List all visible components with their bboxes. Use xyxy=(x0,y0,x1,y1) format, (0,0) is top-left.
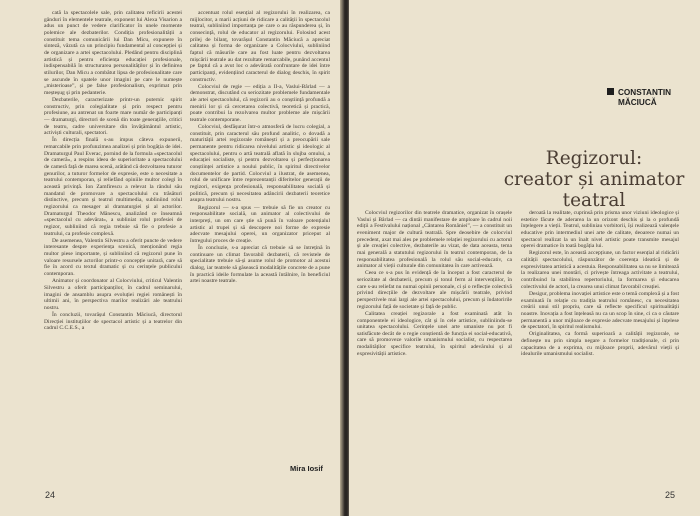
title-line-2: creator și animator teatral xyxy=(503,169,685,211)
right-page xyxy=(349,0,700,516)
paragraph: Calitatea creației regizorale a fost examinată atât în componentele ei ideologice, cât și în cele artistice, subliniindu-se unitatea spectacolului. Cerințele unei arte umaniste nu pot fi satisfăcute decât de o regie conștientă de funcția ei social-educativă, care să promoveze valorile umanismului socialist, cu respectarea modalităților specifice teatrului, în spiritul adevărului și al expresivității artistice. xyxy=(357,310,512,357)
paragraph: Regizorul — s-a spus — trebuie să fie un creator cu responsabilitate socială, un animator al colectivului de interpreți, un om care știe să pună în valoare potențialul artistic al trupei și să descopere noi forme de expresie adecvate mesajului operei, un organizator priceput al întregului proces de creație. xyxy=(190,204,330,244)
page-number: 24 xyxy=(45,490,56,500)
paragraph: Originalitatea, ca formă superioară a calității regizorale, se definește nu prin simpla negare a formelor tradiționale, ci prin capacitatea de a exprima, cu mijloace proprii, adevărul vieții și idealurile umanismului socialist. xyxy=(521,331,679,358)
paragraph: Desigur, problema inovației artistice este o temă complexă și a fost examinată în relație cu tradiția teatrului românesc, cu necesitatea creării unui stil propriu, care să reflecte specificul spiritualității noastre. Inovația a fost înțeleasă nu ca un scop în sine, ci ca o căutare permanentă a unor mijloace de expresie adecvate mesajului și înțelese de spectatori, în spiritul realismului. xyxy=(521,290,679,331)
paragraph: În concluzii, tovarășul Constantin Măciucă, directorul Direcției instituțiilor de spectacol artistic și a teatrelor din cadrul C.C.E.S., a xyxy=(44,312,182,332)
author-first-name: CONSTANTIN xyxy=(618,88,672,97)
paragraph: Ceea ce s-a pus în evidență de la început a fost caracterul de seriozitate al dezbaterii, precum și tonul ferm al intervențiilor, în care s-au reliefat nu numai opinii personale, ci și o reflecție colectivă privind direcțiile de dezvoltare ale mișcării teatrale, privind perspectivele mai largi ale artei spectacolului, precum și îndatoririle regizorului față de societate și față de public. xyxy=(357,270,512,310)
square-bullet-icon xyxy=(607,88,614,95)
author-last-name: MĂCIUCĂ xyxy=(618,98,657,107)
paragraph: Colocviul, desfășurat într-o atmosferă de lucru colegial, a constituit, prin caracterul său profund analitic, o dovadă a maturității artei regizorale românești și a preocupării sale permanente pentru ridicarea nivelului artistic și ideologic al spectacolului, pentru o artă teatrală aflată în slujba omului, a educației socialiste, și pentru dezvoltarea și perfecționarea conștiinței artistice a noului public, în spiritul directivelor documentelor de partid. Colocviul a ilustrat, de asemenea, rolul de unificare între reprezentanții diferitelor generații de regizori, exigența profesională, responsabilitatea socială și politică, precum și necesitatea adâncirii dezbaterii teoretice asupra teatrului nostru. xyxy=(190,124,330,204)
paragraph: Animator și coordonator al Colocviului, criticul Valentin Silvestru a oferit participanților, în cadrul seminarului, imagini de ansamblu asupra evoluției regiei românești în ultimii ani, în perspectiva marilor realizări ale teatrului nostru. xyxy=(44,278,182,311)
paragraph: De asemenea, Valentin Silvestru a oferit puncte de vedere interesante despre experiența scenică, menționând regia multor piese importante, și subliniind că regizorul pune în valoare resursele actorilor printr-o concepție unitară, care să fie în acord cu textul dramatic și cu cerințele publicului contemporan. xyxy=(44,237,182,278)
paragraph: deroată la realitate, cuprinsă prin prisma unor viziuni ideologice și estetice făcute de aderarea la un orizont deschis și la o profundă înțelegere a vieții. Teatrul, subliniau vorbitorii, își realizează valențele educative prin intermediul unei arte de calitate, deoarece numai un spectacol realizat la un înalt nivel artistic poate transmite mesajul operei dramatice în toată bogăția lui. xyxy=(521,210,679,250)
paragraph: În concluzie, s-a apreciat că trebuie să se întrețină în continuare un climat favorabil dezbaterii, că revistele de specialitate trebuie să-și asume rolul de promotor al acestui dialog, iar teatrele să găsească modalitățile concrete de a pune în practică ideile formulate la această întâlnire, în beneficiul artei noastre teatrale. xyxy=(190,244,330,285)
right-column-1 xyxy=(357,210,512,472)
article-signature: Mira Iosif xyxy=(290,464,323,473)
left-column-1 xyxy=(44,10,182,462)
title-line-1: Regizorul: xyxy=(545,148,643,169)
page-number: 25 xyxy=(665,490,676,500)
paragraph: În direcția finală s-au impus câteva expunerii, remarcabile prin profunzimea analizei și prin bogăția de idei. Dramaturgul Paul Everac, pornind de la formula «spectacolul de cameră», a respins ideea de superioritate a spectacolului de cameră față de marea scenă, arătând că dezvoltarea tuturor genurilor, a tuturor formelor de expresie, este o necesitate a teatrului contemporan, și reliefând opiniile multor colegi în această privință. Ion Zamfirescu a relevat la rândul său mandatul de promovare a spectacolului cu trăsături distinctive, precum și teatrul multimedia, subliniind rolul regizorului ca mesager al dramaturgiei și al actorilor. Dramaturgul Theodor Mănescu, analizând ce înseamnă «spectacolul cu adevărat», a subliniat rolul profesiei de regizor, subliniind că regia trebuie să fie o profesie a teatrului, ca profesie complexă. xyxy=(44,137,182,237)
paragraph: Colocviul regizorilor din teatrele dramatice, organizat în orașele Vaslui și Bârlad — ca dintâi manifestare de amploare în cadrul noii ediții a Festivalului național „Cântarea României”, — a constituit un eveniment major de cultură teatrală. Spre deosebire de colocviul precedent, axat mai ales pe problemele relației regizorului cu actorul și ale creației colective, dezbaterile au vizat, de data aceasta, tema mai generală a statutului regizorului în teatrul contemporan, de la responsabilitatea profesională la rolul său social-educativ, ca animator al vieții culturale din comunitatea în care activează. xyxy=(357,210,512,270)
paragraph: Regizorul este, în această accepțiune, un factor esențial al ridicării calității spectacolului, răspunzător de coerența ideatică și de expresivitatea artistică a acestuia. Responsabilitatea sa nu se limitează la realizarea unei montări, ci privește întreaga activitate a teatrului, contribuind la stabilirea repertoriului, la formarea și educarea colectivului de actori, la crearea unui climat favorabil creației. xyxy=(521,250,679,290)
left-page xyxy=(0,0,343,516)
paragraph: Dezbaterile, caracterizate printr-un puternic spirit constructiv, prin colegialitate și prin respect pentru profesiune, au antrenat un foarte mare număr de participanți — dramaturgi, directori de scenă din toate generațiile, critici de teatru, cadre universitare din învățământul artistic, activiști culturali, spectatori. xyxy=(44,97,182,137)
paragraph: accentuat rolul esențial al regizorului în realizarea, ca mijlocitor, a marii acțiuni de ridicare a calității în spectacolul teatral, subliniind importanța pe care o au răspunderea și, în consecință, rolul de educator al regizorului. Folosind acest prilej de bilanț, tovarășul Constantin Măciucă a apreciat calitatea și forma de organizare a Colocviului, subliniind faptul că măsurile care au fost luate pentru dezvoltarea mișcării teatrale au dat rezultate remarcabile, punând accentul pe faptul că a avut loc o adevărată confruntare de idei între participanți, evidențiind caracterul de dialog deschis, în spirit constructiv. xyxy=(190,10,330,83)
article-title xyxy=(499,148,689,211)
paragraph: cată la spectacolele sale, prin calitatea reficirii acestei gânduri în elementele teatrale, exponent lui Alexa Visarion a adus un punct de vedere clarificator în unele momente polemice ale dezbaterilor. Condiția profesionalității a constituit tema comunicării lui Dan Micu, expunere în sinteză, văzută ca un principiu fundamental al concepției și de organizare a artei spectacolului. Pledând pentru disciplină artistică și pentru eficiența educației profesionale, indispensabilă în structurarea personalităților și în definirea stilurilor, Dan Micu a combătut lipsa de profesionalitate care se ascunde în spatele unor imagini pe care le numește „misterioase”, și pe false profesionalism, exprimat prin meșteșug și prin pedanterie. xyxy=(44,10,182,96)
author-name xyxy=(607,88,671,108)
left-column-2 xyxy=(190,10,330,462)
right-column-2 xyxy=(521,210,679,472)
paragraph: Colocviul de regie — ediția a II-a, Vaslui-Bârlad — a demonstrat, discutând cu seriozitate problemele fundamentale ale artei spectacolului, că regizorii au o conștiință profundă a menirii lor și că cercetarea colectivă, teoretică și practică, poate contribui la rezolvarea multor probleme ale mișcării teatrale contemporane. xyxy=(190,83,330,123)
